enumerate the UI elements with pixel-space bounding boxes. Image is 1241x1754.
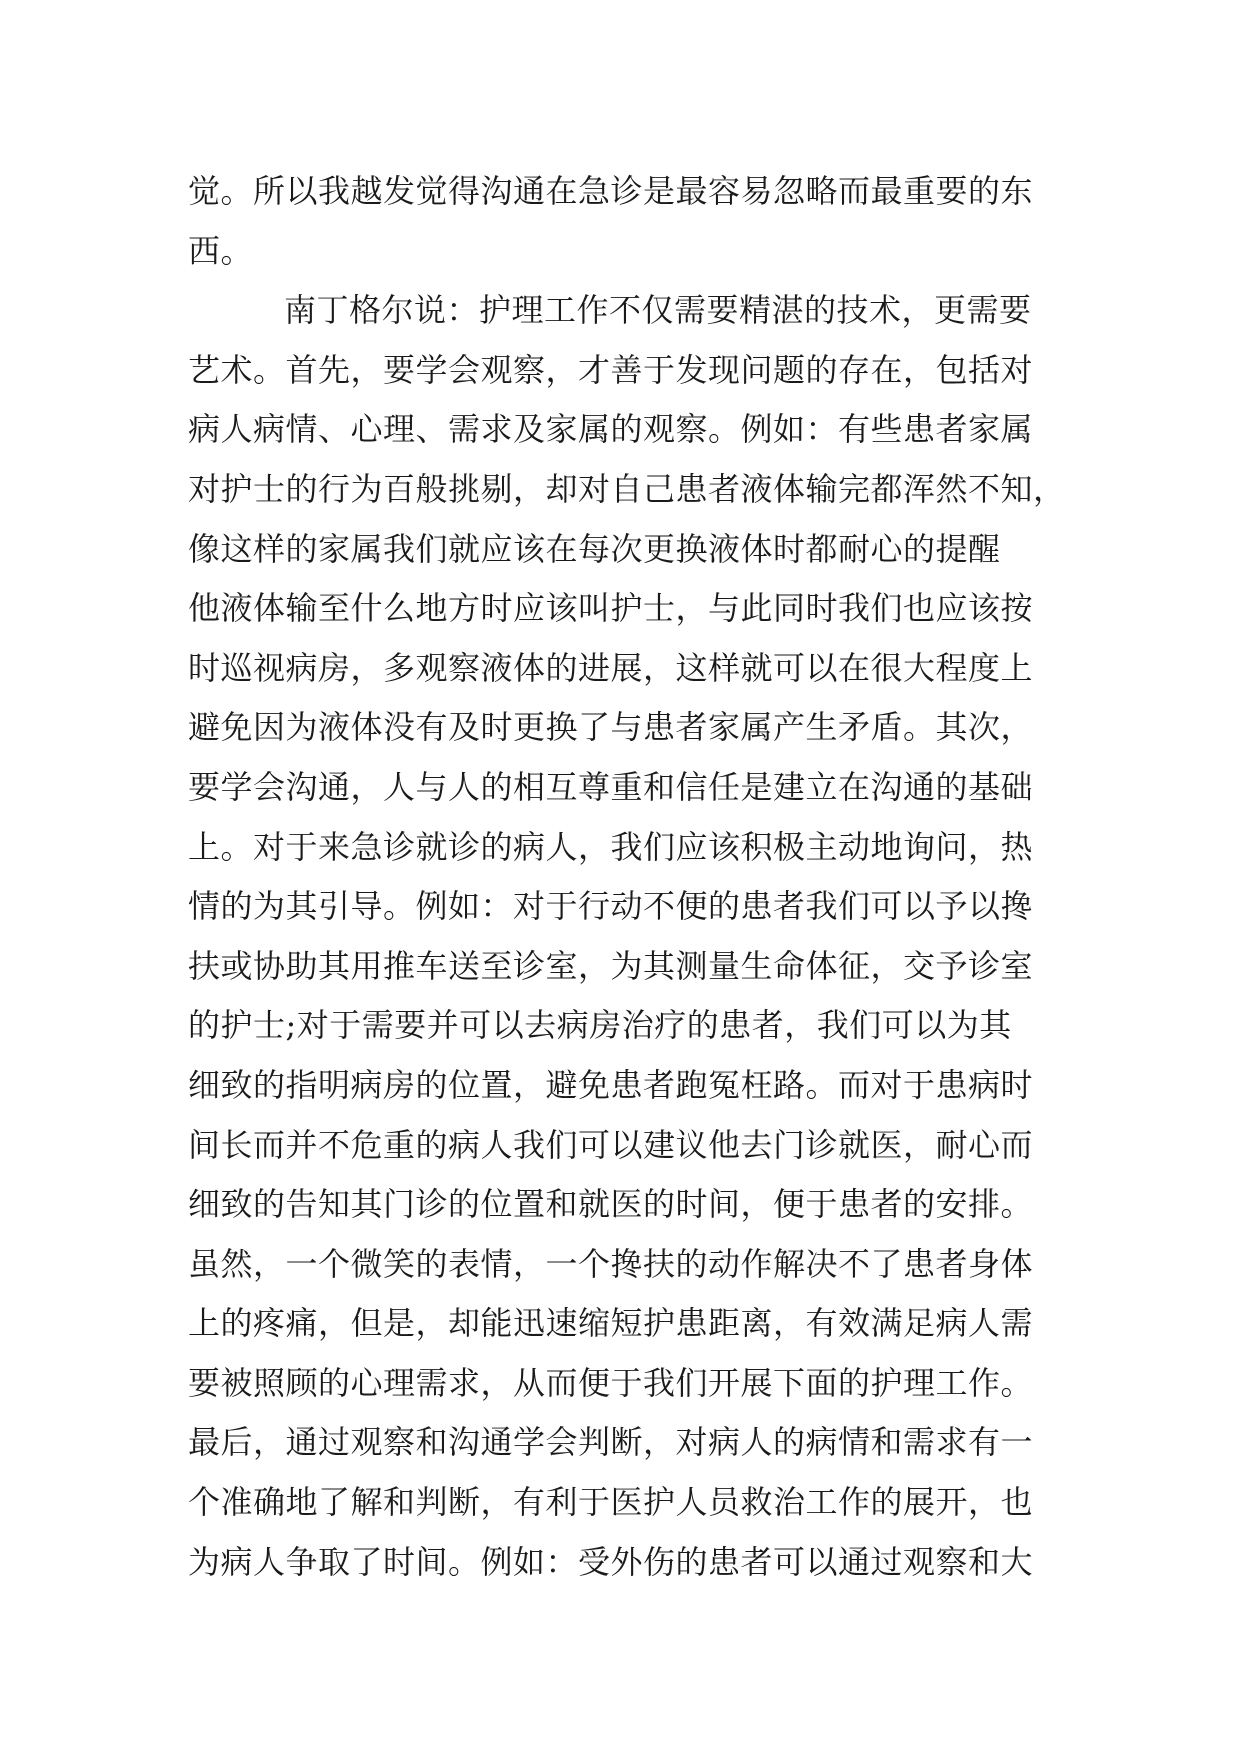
text-line: 上的疼痛，但是，却能迅速缩短护患距离，有效满足病人需 — [188, 1304, 1034, 1343]
text-line: 细致的告知其门诊的位置和就医的时间，便于患者的安排。 — [188, 1185, 1034, 1224]
text-line: 时巡视病房，多观察液体的进展，这样就可以在很大程度上 — [188, 648, 1034, 687]
text-line: 要学会沟通，人与人的相互尊重和信任是建立在沟通的基础 — [188, 767, 1034, 806]
text-line: 避免因为液体没有及时更换了与患者家属产生矛盾。其次， — [188, 708, 1034, 747]
paragraph-start-line: 南丁格尔说：护理工作不仅需要精湛的技术，更需要 — [284, 291, 1032, 330]
text-line: 觉。所以我越发觉得沟通在急诊是最容易忽略而最重要的东 — [188, 172, 1034, 210]
text-line: 的护士;对于需要并可以去病房治疗的患者，我们可以为其 — [188, 1006, 1012, 1045]
text-line: 间长而并不危重的病人我们可以建议他去门诊就医，耐心而 — [188, 1125, 1034, 1164]
text-line: 细致的指明病房的位置，避免患者跑冤枉路。而对于患病时 — [188, 1065, 1034, 1104]
text-line: 虽然，一个微笑的表情，一个搀扶的动作解决不了患者身体 — [188, 1244, 1034, 1283]
text-line: 情的为其引导。例如：对于行动不便的患者我们可以予以搀 — [188, 887, 1034, 926]
text-line: 最后，通过观察和沟通学会判断，对病人的病情和需求有一 — [188, 1423, 1034, 1462]
text-line: 个准确地了解和判断，有利于医护人员救治工作的展开，也 — [188, 1483, 1034, 1522]
text-line: 为病人争取了时间。例如：受外伤的患者可以通过观察和大 — [188, 1542, 1034, 1581]
text-line: 西。 — [188, 231, 254, 270]
text-line: 艺术。首先，要学会观察，才善于发现问题的存在，包括对 — [188, 350, 1034, 389]
text-line: 要被照顾的心理需求，从而便于我们开展下面的护理工作。 — [188, 1363, 1034, 1402]
text-line: 病人病情、心理、需求及家属的观察。例如：有些患者家属 — [188, 410, 1034, 449]
text-line: 上。对于来急诊就诊的病人，我们应该积极主动地询问，热 — [188, 827, 1034, 866]
body-text — [188, 162, 1068, 1592]
text-line: 像这样的家属我们就应该在每次更换液体时都耐心的提醒 — [188, 529, 1001, 568]
text-line: 扶或协助其用推车送至诊室，为其测量生命体征，交予诊室 — [188, 946, 1034, 985]
text-line: 他液体输至什么地方时应该叫护士，与此同时我们也应该按 — [188, 589, 1034, 628]
text-line: 对护士的行为百般挑剔，却对自己患者液体输完都浑然不知， — [188, 469, 1066, 508]
